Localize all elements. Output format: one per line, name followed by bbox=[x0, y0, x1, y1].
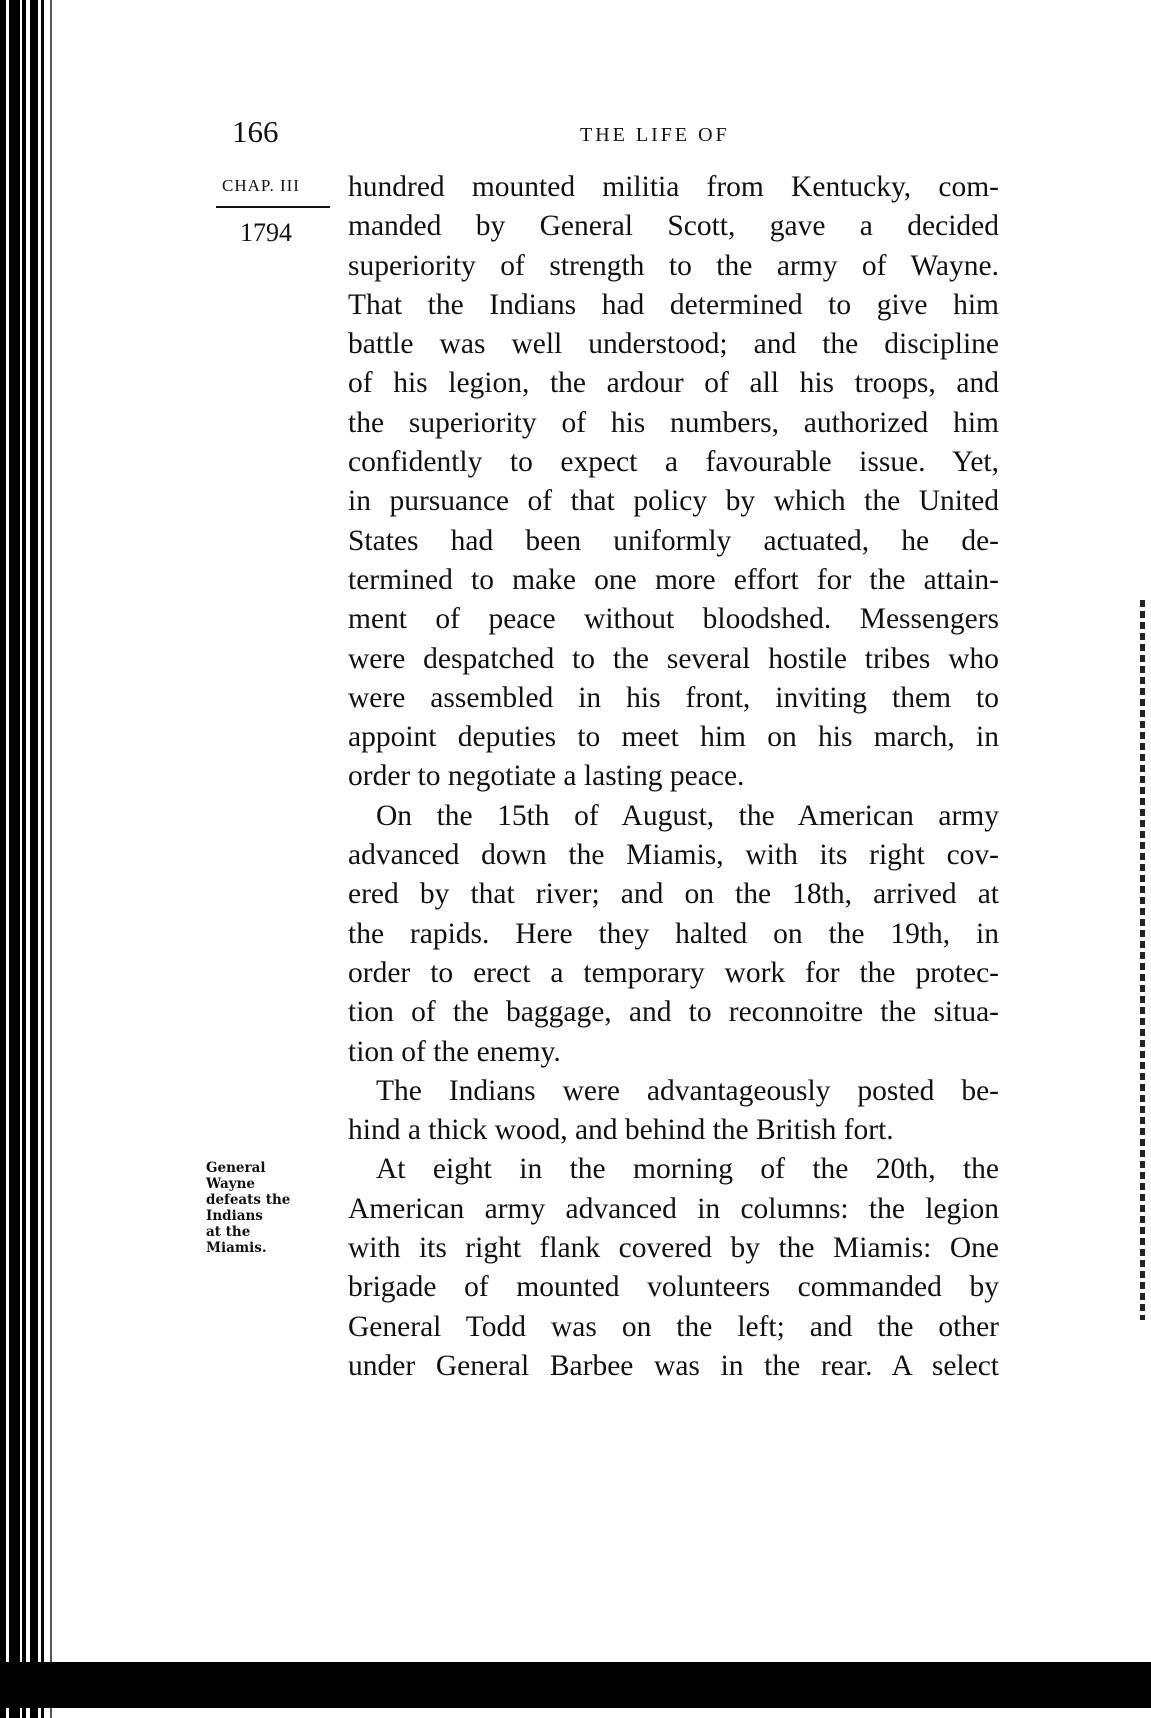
sidenote-line: General bbox=[206, 1160, 266, 1176]
text-line: under General Barbee was in the rear. A select bbox=[348, 1349, 999, 1382]
text-line: The Indians were advantageously posted be- bbox=[376, 1074, 999, 1107]
text-line: order to erect a temporary work for the protec- bbox=[348, 956, 999, 989]
text-line: in pursuance of that policy by which the United bbox=[348, 485, 999, 518]
sidenote-line: Miamis. bbox=[206, 1240, 267, 1256]
text-line: tion of the enemy. bbox=[348, 1035, 561, 1068]
text-line: with its right flank covered by the Miamis: One bbox=[348, 1232, 999, 1265]
text-line: States had been uniformly actuated, he de- bbox=[348, 524, 999, 557]
text-line: tion of the baggage, and to reconnoitre the situa- bbox=[348, 996, 999, 1029]
sidenote-line: Wayne bbox=[206, 1176, 255, 1192]
text-line: hundred mounted militia from Kentucky, com- bbox=[348, 171, 999, 203]
margin-rule bbox=[216, 206, 330, 208]
text-line: brigade of mounted volunteers commanded by bbox=[348, 1271, 999, 1304]
text-line: On the 15th of August, the American army bbox=[376, 799, 999, 832]
text-line: of his legion, the ardour of all his troops, and bbox=[348, 367, 999, 400]
sidenote-line: defeats the bbox=[206, 1192, 291, 1208]
sidenote bbox=[206, 1160, 290, 1256]
text-line: appoint deputies to meet him on his march, in bbox=[348, 721, 999, 754]
text-line: manded by General Scott, gave a decided bbox=[348, 210, 999, 243]
margin-year: 1794 bbox=[240, 218, 292, 247]
text-line: confidently to expect a favourable issue. Yet, bbox=[348, 446, 999, 479]
text-line: termined to make one more effort for the attain- bbox=[348, 563, 999, 596]
text-line: superiority of strength to the army of Wayne. bbox=[348, 249, 999, 282]
text-line: battle was well understood; and the discipline bbox=[348, 328, 999, 361]
text-line: order to negotiate a lasting peace. bbox=[348, 760, 745, 793]
text-line: At eight in the morning of the 20th, the bbox=[376, 1153, 999, 1186]
chapter-label: CHAP. III bbox=[222, 176, 300, 195]
text-line: advanced down the Miamis, with its right cov- bbox=[348, 839, 999, 872]
text-line: That the Indians had determined to give him bbox=[348, 288, 999, 321]
body-text bbox=[348, 168, 999, 1386]
page-number: 166 bbox=[232, 114, 279, 149]
text-line: ered by that river; and on the 18th, arrived at bbox=[348, 878, 999, 911]
text-line: the rapids. Here they halted on the 19th, in bbox=[348, 917, 999, 950]
sidenote-line: at the bbox=[206, 1224, 251, 1240]
text-line: the superiority of his numbers, authorized him bbox=[348, 406, 999, 439]
text-line: General Todd was on the left; and the other bbox=[348, 1310, 999, 1343]
text-line: hind a thick wood, and behind the British fort. bbox=[348, 1114, 894, 1147]
text-line: ment of peace without bloodshed. Messengers bbox=[348, 603, 999, 636]
text-line: were assembled in his front, inviting them to bbox=[348, 681, 999, 714]
sidenote-line: Indians bbox=[206, 1208, 263, 1224]
scan-edge-shadow bbox=[0, 0, 56, 1718]
scan-bottom-edge bbox=[0, 1662, 1151, 1708]
text-line: American army advanced in columns: the legion bbox=[348, 1192, 999, 1225]
text-line: were despatched to the several hostile tribes who bbox=[348, 642, 999, 675]
scan-right-edge bbox=[1140, 600, 1145, 1320]
running-head: THE LIFE OF bbox=[580, 124, 730, 146]
